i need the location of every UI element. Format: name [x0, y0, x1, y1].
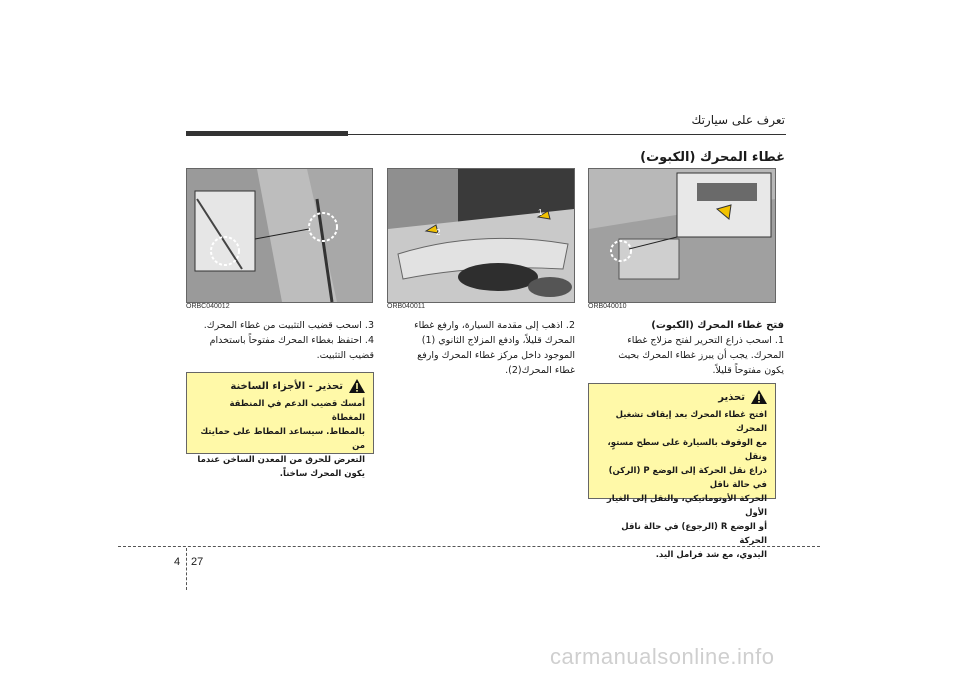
footer-divider: [186, 548, 187, 590]
text-line: 1. اسحب ذراع التحرير لفتح مزلاج غطاء: [627, 335, 784, 346]
caution-title: تحذير: [718, 391, 745, 403]
warning-box: [186, 372, 374, 479]
text-line: 3. اسحب قضيب التثبيت من غطاء المحرك.: [203, 320, 374, 331]
warning-triangle-icon: [751, 390, 767, 404]
figure-code-right: ORB040010: [588, 303, 627, 310]
page-number: 27: [191, 556, 204, 568]
text-line: يكون مفتوحاً قليلاً.: [712, 365, 784, 376]
figure-stay-rod: [186, 168, 373, 303]
footer-rule: [118, 546, 820, 547]
warning-body: [195, 397, 365, 481]
text-line: 2. اذهب إلى مقدمة السيارة، وارفع غطاء: [414, 320, 575, 331]
release-lever-illustration: [589, 169, 775, 302]
header-rule: [186, 134, 786, 135]
warning-title: تحذير - الأجزاء الساخنة: [230, 380, 343, 392]
caution-line: اليدوي، مع شد فرامل اليد.: [655, 550, 767, 560]
svg-text:2: 2: [436, 228, 441, 237]
right-column-text: [588, 318, 784, 378]
figure-code-middle: ORB040011: [387, 303, 426, 310]
warning-triangle-icon: [349, 379, 365, 393]
middle-column-text: [387, 318, 575, 378]
section-title: غطاء المحرك (الكبوت): [640, 150, 785, 165]
left-column-text: [186, 318, 374, 363]
watermark: carmanualsonline.info: [550, 644, 775, 669]
text-line: الموجود داخل مركز غطاء المحرك وارفع: [417, 350, 575, 361]
subtitle-opening-hood: فتح غطاء المحرك (الكبوت): [651, 320, 784, 331]
svg-text:1: 1: [538, 208, 543, 217]
caution-line: الحركة الأوتوماتيكي، والنقل إلى الغيار الأول: [606, 494, 767, 518]
warning-header: [195, 379, 365, 393]
warning-line: بالمطاط. سيساعد المطاط على حمايتك من: [200, 427, 365, 451]
running-header: تعرف على سيارتك: [691, 113, 785, 127]
caution-line: أو الوضع R (الرجوع) في حالة ناقل الحركة: [621, 522, 767, 546]
caution-line: مع الوقوف بالسيارة على سطح مستوٍ، ونقل: [607, 438, 767, 462]
warning-line: يكون المحرك ساخناً.: [279, 469, 365, 479]
caution-line: افتح غطاء المحرك بعد إيقاف تشغيل المحرك: [615, 410, 767, 434]
text-line: غطاء المحرك(2).: [505, 365, 575, 376]
chapter-number: 4: [174, 556, 181, 568]
caution-body: [597, 408, 767, 562]
text-line: قضيب التثبيت.: [316, 350, 374, 361]
text-line: المحرك. يجب أن يبرز غطاء المحرك بحيث: [618, 350, 784, 361]
warning-line: أمسك قضيب الدعم في المنطقة المغطاة: [229, 399, 365, 423]
stay-rod-illustration: [187, 169, 372, 302]
car-front-illustration: [388, 169, 574, 302]
caution-box: [588, 383, 776, 560]
figure-code-left: ORBC040012: [186, 303, 230, 310]
caution-header: [597, 390, 767, 404]
caution-line: ذراع نقل الحركة إلى الوضع P (الركن) في حالة ناقل: [608, 466, 767, 490]
figure-release-lever: [588, 168, 776, 303]
text-line: المحرك قليلاً، وادفع المزلاج الثانوي (1): [421, 335, 575, 346]
warning-line: التعرض للحرق من المعدن الساخن عندما: [197, 455, 365, 465]
figure-hood-latch: [387, 168, 575, 303]
text-line: 4. احتفظ بغطاء المحرك مفتوحاً باستخدام: [209, 335, 374, 346]
